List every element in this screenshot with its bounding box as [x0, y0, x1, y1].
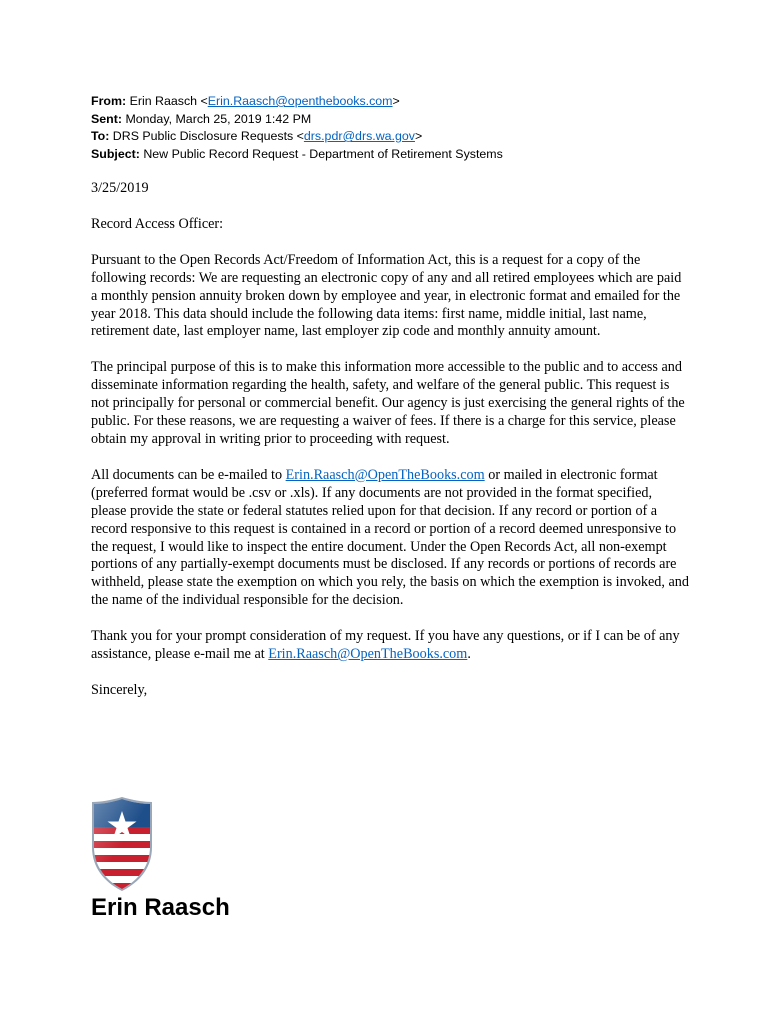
p4-pre: Thank you for your prompt consideration of my request. If you have any questions, or if I can be of any assistance, please e-mail me at [91, 628, 680, 663]
to-email-link[interactable]: drs.pdr@drs.wa.gov [303, 129, 415, 144]
to-row [91, 128, 711, 146]
from-close: > [392, 94, 400, 108]
letter-body [91, 180, 689, 700]
to-label: To: [91, 129, 110, 144]
p3-post: or mailed in electronic format (preferred format would be .csv or .xls). If any documents are not provided in the format specified, please provide the state or federal statutes relied upon for that decision. If any record or portion of a record responsive to this request is contained in a record or portion of a record deemed unresponsive to the request, I would like to inspect the entire document. Under the Open Records Act, all non-exempt portions of any partially-exempt documents must be disclosed. If any records or portions of records are withheld, please state the exemption on which you rely, the basis on which the exemption is invoked, and the name of the individual responsible for the decision. [91, 466, 689, 609]
contact-email-link[interactable]: Erin.Raasch@OpenTheBooks.com [268, 646, 468, 663]
signature-name: Erin Raasch [91, 894, 230, 921]
subject-row [91, 146, 711, 164]
from-name: Erin Raasch < [129, 94, 208, 108]
to-close: > [414, 129, 423, 144]
to-name: DRS Public Disclosure Requests < [112, 129, 304, 144]
paragraph-delivery [91, 467, 689, 610]
sent-row [91, 111, 711, 129]
letter-closing: Sincerely, [91, 681, 148, 698]
from-label: From: [91, 94, 127, 108]
subject-label: Subject: [91, 146, 140, 161]
paragraph-thanks [91, 628, 689, 664]
from-row [91, 93, 711, 111]
from-email-link[interactable]: Erin.Raasch@openthebooks.com [207, 94, 393, 108]
sent-label: Sent: [91, 111, 122, 126]
subject-value: New Public Record Request - Department of Retirement Systems [143, 146, 503, 161]
shield-flag-star-icon [91, 797, 153, 891]
email-header [91, 93, 711, 163]
sent-value: Monday, March 25, 2019 1:42 PM [125, 111, 312, 126]
p4-post: . [467, 646, 471, 663]
p3-pre: All documents can be e-mailed to [91, 466, 286, 483]
paragraph-request: Pursuant to the Open Records Act/Freedom of Information Act, this is a request for a copy of the following records: We are requesting an electronic copy of any and all retired employees which are paid a monthly pension annuity broken down by employee and year, in electronic format and emailed for the year 2018. This data should include the following data items: first name, middle initial, last name, retirement date, last employer name, last employer zip code and monthly annuity amount. [91, 251, 682, 340]
paragraph-purpose: The principal purpose of this is to make this information more accessible to the public and to access and disseminate information regarding the health, safety, and welfare of the general public. This request is not principally for personal or commercial benefit. Our agency is just exercising the general rights of the public. For these reasons, we are requesting a waiver of fees. If there is a charge for this service, please obtain my approval in writing prior to proceeding with request. [91, 359, 685, 447]
letter-date: 3/25/2019 [91, 180, 149, 196]
delivery-email-link[interactable]: Erin.Raasch@OpenTheBooks.com [285, 466, 485, 483]
letter-greeting: Record Access Officer: [91, 215, 224, 232]
